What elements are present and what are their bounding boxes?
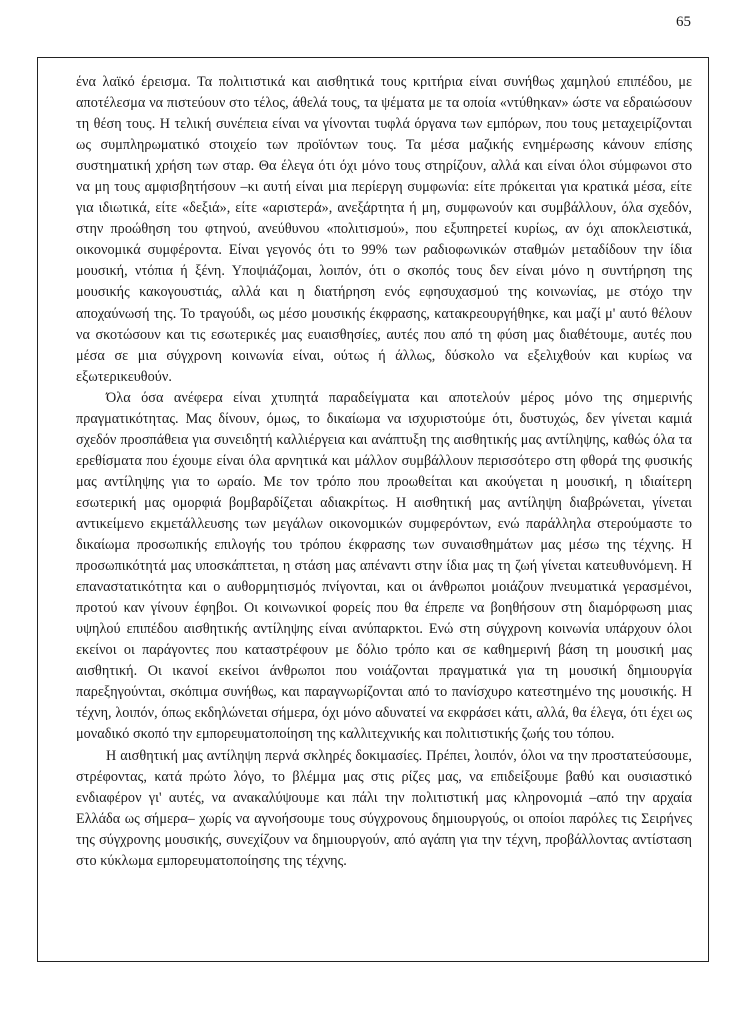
page-number: 65 (676, 14, 691, 30)
paragraph-3: Η αισθητική μας αντίληψη περνά σκληρές δοκιμασίες. Πρέπει, λοιπόν, όλοι να την προστατεύσουμε, στρέφοντας, κατά πρώτο λόγο, το βλέμμα μας στις ρίζες μας, να επιδείξουμε βαθύ και ουσιαστικό ενδιαφέρον γι' αυτές, να ανακαλύψουμε και πάλι την πολιτιστική μας κληρονομιά –από την αρχαία Ελλάδα ως σήμερα– χωρίς να αγνοήσουμε τους σύγχρονους δημιουργούς, οι οποίοι παρόλες τις Σειρήνες της σύγχρονης μουσικής, συνεχίζουν να δημιουργούν, από αγάπη για την τέχνη, προβάλλοντας αντίσταση στο κύκλωμα εμπορευματοποίησης της τέχνης. (76, 747, 692, 869)
text-frame (37, 57, 709, 962)
paragraph-2: Όλα όσα ανέφερα είναι χτυπητά παραδείγματα και αποτελούν μέρος μόνο της σημερινής πραγματικότητας. Μας δίνουν, όμως, το δικαίωμα να ισχυριστούμε ότι, δυστυχώς, δεν γίνεται καμιά σχεδόν προσπάθεια για συνειδητή καλλιέργεια και ανάπτυξη της αισθητικής μας αντίληψης, καθώς όλα τα ερεθίσματα που έχουμε είναι όλα αρνητικά και μάλλον συμβάλλουν περισσότερο στη φθορά της φυσικής μας αντίληψης για το ωραίο. Με τον τρόπο που προωθείται και ακούγεται η μουσική, η ιδιαίτερη εσωτερική μας ομορφιά βομβαρδίζεται αδιακρίτως. Η αισθητική μας αντίληψη διαβρώνεται, γίνεται αντικείμενο εκμετάλλευσης των μεγάλων οικονομικών συμφερόντων, ενώ παράλληλα στερούμαστε το δικαίωμα προσωπικής επιλογής του τρόπου έκφρασης των συναισθημάτων μας μέσω της τέχνης. Η προσωπικότητά μας υποσκάπτεται, η στάση μας απέναντι στην ίδια μας τη ζωή γίνεται κατευθυνόμενη. Η επαναστατικότητα και ο αυθορμητισμός πνίγονται, και οι άνθρωποι μοιάζουν πνευματικά γερασμένοι, προτού καν γίνουν έφηβοι. Οι κοινωνικοί φορείς που θα έπρεπε να βοηθήσουν στη διαμόρφωση μιας υψηλού επιπέδου αισθητικής αντίληψης είναι ανύπαρκτοι. Ενώ στη σύγχρονη κοινωνία υπάρχουν όλοι εκείνοι οι παράγοντες που καταστρέφουν με δόλιο τρόπο και σε καθημερινή βάση τη μουσική μας αισθητική. Οι ικανοί εκείνοι άνθρωποι που νοιάζονται πραγματικά για τη μουσική δημιουργία παρεξηγούνται, σκόπιμα συνήθως, και παραγνωρίζονται από το πανίσχυρο κατεστημένο της μουσικής. Η τέχνη, λοιπόν, όπως εκδηλώνεται σήμερα, όχι μόνο αδυνατεί να εκφράσει κάτι, αλλά, θα έλεγα, ότι έχει ως μοναδικό σκοπό την εμπορευματοποίηση της καλλιτεχνικής και πολιτιστικής ζωής του τόπου. (76, 389, 692, 743)
paragraph-1: ένα λαϊκό έρεισμα. Τα πολιτιστικά και αισθητικά τους κριτήρια είναι συνήθως χαμηλού επιπέδου, με αποτέλεσμα να πιστεύουν στο τέλος, άθελά τους, τα ψέματα με τα οποία «ντύθηκαν» ώστε να εδραιώσουν τη θέση τους. Η τελική συνέπεια είναι να γίνονται τυφλά όργανα των εμπόρων, που τους μεταχειρίζονται ως συμπληρωματικό στοιχείο των προϊόντων τους. Τα μέσα μαζικής ενημέρωσης κάνουν επίσης συστηματική χρήση των σταρ. Θα έλεγα ότι όχι μόνο τους στηρίζουν, αλλά και είναι όλοι σύμφωνοι στο να μη τους αμφισβητήσουν –κι αυτή είναι μια περίεργη συμφωνία: είτε πρόκειται για κρατικά μέσα, είτε για ιδιωτικά, είτε «δεξιά», είτε «αριστερά», ανεξάρτητα ή μη, συμφωνούν και συμβάλλουν, όλα σχεδόν, στην προώθηση του φτηνού, ανεύθυνου «πολιτισμού», που εξυπηρετεί κυρίως, αν όχι αποκλειστικά, οικονομικά συμφέροντα. Είναι γεγονός ότι το 99% των ραδιοφωνικών σταθμών μεταδίδουν την ίδια μουσική, ντόπια ή ξένη. Υποψιάζομαι, λοιπόν, ότι ο σκοπός τους δεν είναι μόνο η συντήρηση της μουσικής κακογουστιάς, αλλά και η διατήρηση ενός εφησυχασμού της κοινωνίας, με στόχο την αποχαύνωσή της. Το τραγούδι, ως μέσο μουσικής έκφρασης, κατακρεουργήθηκε, και μαζί μ' αυτό θέλουν να σκοτώσουν και τις εσωτερικές μας ευαισθησίες, αυτές που από τη φύση μας διαθέτουμε, αυτές που μέσα σε μια σύγχρονη κοινωνία είναι, ούτως ή άλλως, δύσκολο να εξελιχθούν και κυρίως να εξωτερικευθούν. (76, 74, 692, 385)
